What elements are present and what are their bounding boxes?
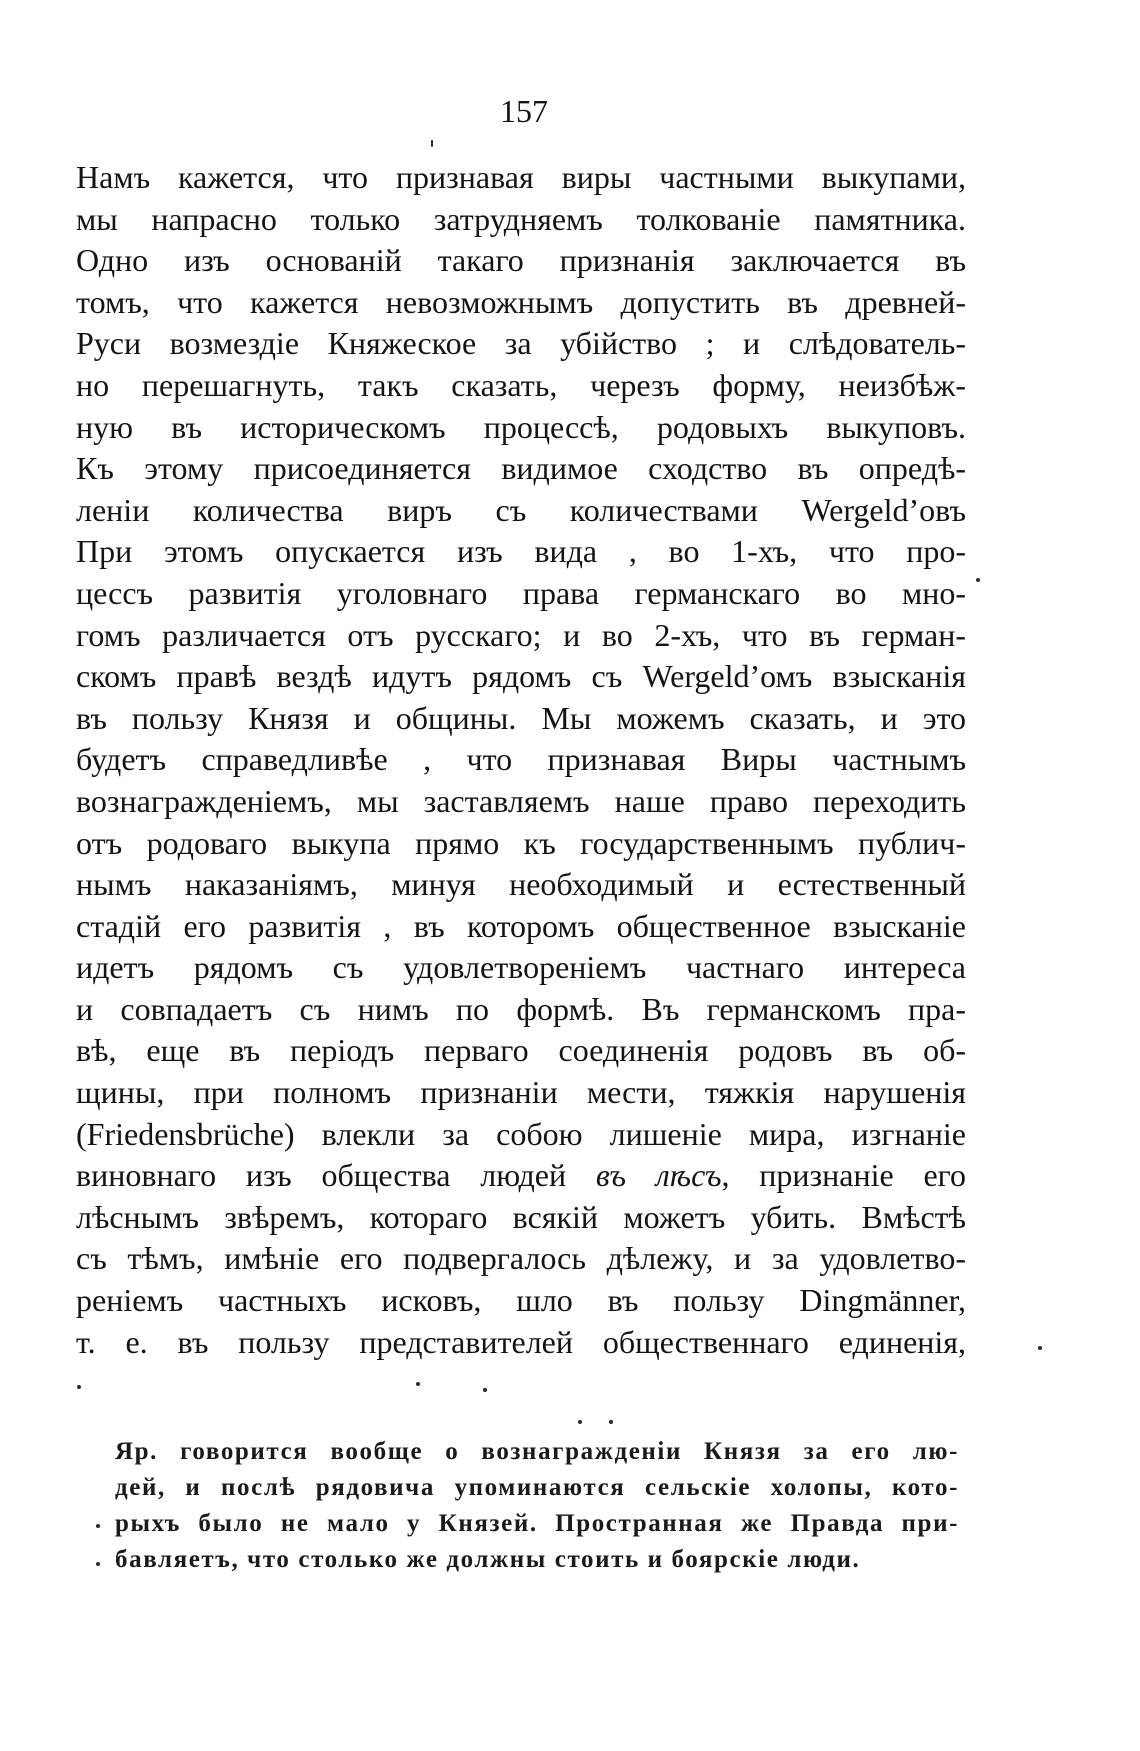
body-line: лѣснымъ звѣремъ, котораго всякій можетъ убить. Вмѣстѣ — [76, 1198, 966, 1235]
line-text-after: , признаніе его — [721, 1157, 966, 1194]
body-line: отъ родоваго выкупа прямо къ государственнымъ публич- — [76, 824, 966, 861]
body-line: леніи количества виръ съ количествами Wergeld’овъ — [76, 491, 966, 528]
body-line: скомъ правѣ вездѣ идутъ рядомъ съ Wergeld’омъ взысканія — [76, 658, 966, 695]
footnote — [115, 1434, 959, 1578]
body-line: реніемъ частныхъ исковъ, шло въ пользу Dingmänner, — [76, 1282, 966, 1319]
scan-speck — [578, 1420, 582, 1424]
body-line-with-emphasis — [76, 1155, 966, 1197]
body-line: При этомъ опускается изъ вида , во 1-хъ, что про- — [76, 533, 966, 570]
body-line: вознагражденіемъ, мы заставляемъ наше право переходить — [76, 782, 966, 819]
body-line: т. е. въ пользу представителей общественнаго единенія, — [76, 1323, 966, 1360]
body-line: нымъ наказаніямъ, минуя необходимый и естественный — [76, 866, 966, 903]
body-line: стадій его развитія , въ которомъ общественное взысканіе — [76, 907, 966, 944]
footnote-line: Яр. говорится вообще о вознагражденіи Князя за его лю- — [115, 1438, 959, 1465]
body-line: щины, при полномъ признаніи мести, тяжкія нарушенія — [76, 1074, 966, 1111]
body-line: (Friedensbrüche) влекли за собою лишеніе мира, изгнаніе — [76, 1115, 966, 1152]
emphasis-text: въ лѣсъ — [595, 1157, 722, 1194]
scan-speck — [77, 1385, 81, 1389]
page-number: 157 — [500, 93, 548, 129]
scan-speck — [609, 1420, 613, 1424]
scan-speck — [96, 1524, 100, 1528]
footnote-line: дей, и послѣ рядовича упоминаются сельскіе холопы, кото- — [115, 1474, 959, 1501]
scan-speck — [976, 578, 980, 582]
body-line: и совпадаетъ съ нимъ по формѣ. Въ германскомъ пра- — [76, 990, 966, 1027]
body-line: въ пользу Князя и общины. Мы можемъ сказать, и это — [76, 699, 966, 736]
body-line: гомъ различается отъ русскаго; и во 2-хъ, что въ герман- — [76, 616, 966, 653]
body-line: Намъ кажется, что признавая виры частными выкупами, — [76, 159, 966, 195]
line-text-before: виновнаго изъ общества людей — [76, 1157, 596, 1194]
footnote-line: рыхъ было не мало у Князей. Пространная же Правда при- — [115, 1510, 959, 1537]
scan-speck — [416, 1382, 420, 1386]
main-text — [76, 157, 966, 1363]
body-line: будетъ справедливѣе , что признавая Виры частнымъ — [76, 741, 966, 778]
body-line: идетъ рядомъ съ удовлетвореніемъ частнаго интереса — [76, 949, 966, 986]
body-line: Одно изъ основаній такаго признанія заключается въ — [76, 242, 966, 279]
scan-speck — [431, 140, 433, 147]
body-line: ную въ историческомъ процессѣ, родовыхъ выкуповъ. — [76, 408, 966, 445]
body-line: вѣ, еще въ періодъ перваго соединенія родовъ въ об- — [76, 1032, 966, 1069]
body-line: томъ, что кажется невозможнымъ допустить въ древней- — [76, 283, 966, 320]
scan-speck — [483, 1388, 487, 1392]
body-line: Руси возмездіе Княжеское за убійство ; и слѣдователь- — [76, 325, 966, 362]
body-line: цессъ развитія уголовнаго права германскаго во мно- — [76, 574, 966, 611]
body-line: Къ этому присоединяется видимое сходство въ опредѣ- — [76, 450, 966, 487]
body-line: но перешагнуть, такъ сказать, черезъ форму, неизбѣж- — [76, 366, 966, 403]
scan-speck — [1038, 1346, 1042, 1350]
scan-speck — [96, 1562, 100, 1566]
body-line: мы напрасно только затрудняемъ толкованіе памятника. — [76, 200, 966, 237]
body-line: съ тѣмъ, имѣніе его подвергалось дѣлежу, и за удовлетво- — [76, 1240, 966, 1277]
footnote-line: бавляетъ, что столько же должны стоить и боярскіе люди. — [115, 1546, 861, 1573]
